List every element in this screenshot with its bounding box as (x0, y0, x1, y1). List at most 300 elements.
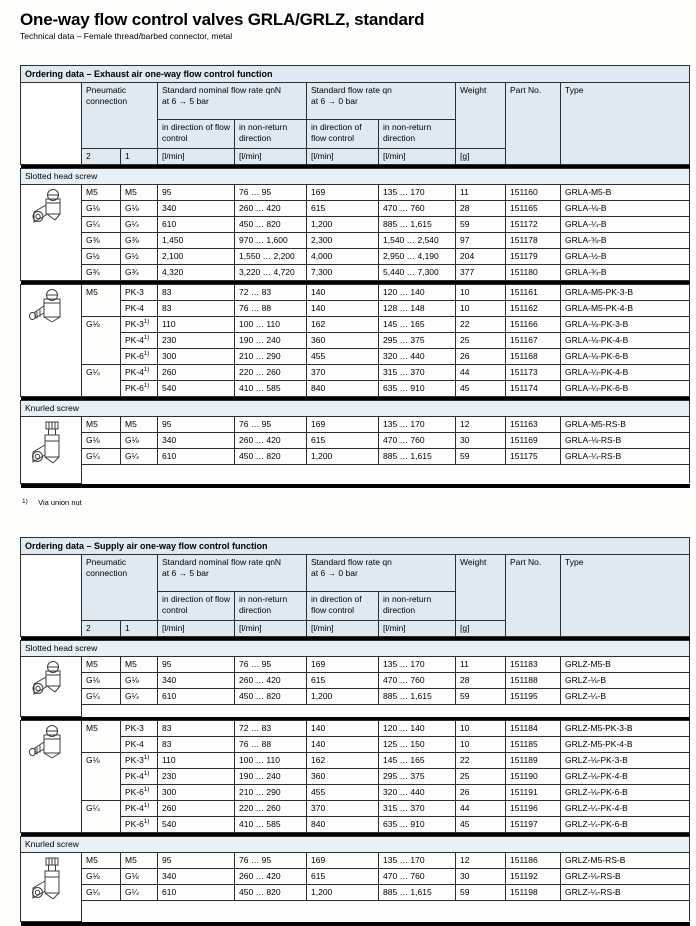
table-row (21, 817, 690, 833)
cell-weight: 59 (456, 449, 506, 465)
cell-part-no: 151190 (506, 769, 561, 785)
cell-qn-flow-direction: 360 (307, 333, 379, 349)
cell-part-no: 151185 (506, 737, 561, 753)
table-bottom-bar (21, 483, 690, 488)
table-title: Ordering data – Exhaust air one-way flow control function (21, 66, 690, 83)
cell-qnn-nonreturn: 76 … 95 (235, 417, 307, 433)
cell-connection-2: G½ (82, 249, 121, 265)
cell-connection-1: G⅛ (121, 869, 158, 885)
col-header-qnn (158, 83, 307, 120)
cell-qn-flow-direction: 615 (307, 201, 379, 217)
cell-qn-nonreturn: 885 … 1,615 (379, 885, 456, 901)
cell-qn-nonreturn: 135 … 170 (379, 656, 456, 672)
cell-type: GRLZ-⅛-B (561, 672, 690, 688)
header-text: connection (86, 96, 128, 106)
cell-qnn-flow-direction: 610 (158, 688, 235, 704)
cell-qn-nonreturn: 885 … 1,615 (379, 217, 456, 233)
cell-qnn-flow-direction: 83 (158, 737, 235, 753)
cell-qnn-flow-direction: 95 (158, 853, 235, 869)
cell-qnn-nonreturn: 76 … 88 (235, 737, 307, 753)
cell-qnn-flow-direction: 1,450 (158, 233, 235, 249)
table-title-row (21, 66, 690, 83)
cell-qnn-flow-direction: 340 (158, 869, 235, 885)
cell-connection-2: M5 (82, 721, 121, 753)
cell-qn-nonreturn: 470 … 760 (379, 433, 456, 449)
cell-connection-1: G⅜ (121, 233, 158, 249)
cell-part-no: 151188 (506, 672, 561, 688)
col-header-nonreturn-direction: in non-return direction (235, 120, 307, 149)
cell-qn-flow-direction: 1,200 (307, 217, 379, 233)
cell-qnn-flow-direction: 610 (158, 449, 235, 465)
footnote (22, 498, 689, 507)
header-text: Standard nominal flow rate qnN (162, 556, 282, 567)
cell-qnn-flow-direction: 110 (158, 753, 235, 769)
cell-qn-flow-direction: 615 (307, 672, 379, 688)
cell-type: GRLZ-⅛-RS-B (561, 869, 690, 885)
table-row (21, 853, 690, 869)
cell-part-no: 151175 (506, 449, 561, 465)
knurled-screw-valve-drawing-icon (25, 855, 71, 913)
cell-qn-nonreturn: 5,440 … 7,300 (379, 265, 456, 281)
cell-connection-2: M5 (82, 656, 121, 672)
header-text: Standard flow rate qn (311, 556, 392, 567)
cell-qn-flow-direction: 455 (307, 349, 379, 365)
cell-type: GRLZ-⅛-PK-6-B (561, 785, 690, 801)
col-header-part-no: Part No. (506, 554, 561, 636)
cell-type: GRLA-M5-B (561, 185, 690, 201)
cell-part-no: 151186 (506, 853, 561, 869)
cell-connection-1: PK-3$^{1)}$ (121, 317, 158, 333)
cell-qnn-flow-direction: 610 (158, 885, 235, 901)
cell-qn-nonreturn: 295 … 375 (379, 769, 456, 785)
cell-connection-1: PK-3 (121, 721, 158, 737)
section-spacer (21, 465, 690, 484)
header-group-row (21, 554, 690, 591)
cell-qnn-nonreturn: 450 … 820 (235, 688, 307, 704)
unit-lmin: [l/min] (379, 149, 456, 165)
cell-connection-1: PK-6$^{1)}$ (121, 349, 158, 365)
cell-qnn-nonreturn: 410 … 585 (235, 381, 307, 397)
cell-qn-flow-direction: 1,200 (307, 885, 379, 901)
cell-connection-1: PK-6$^{1)}$ (121, 785, 158, 801)
unit-lmin: [l/min] (158, 620, 235, 636)
cell-connection-2: G¼ (82, 885, 121, 901)
table-row (21, 869, 690, 885)
col-header-type: Type (561, 554, 690, 636)
unit-lmin: [l/min] (235, 149, 307, 165)
table-row (21, 433, 690, 449)
cell-qn-nonreturn: 470 … 760 (379, 672, 456, 688)
cell-qn-flow-direction: 1,200 (307, 449, 379, 465)
cell-type: GRLZ-M5-PK-3-B (561, 721, 690, 737)
cell-part-no: 151179 (506, 249, 561, 265)
cell-weight: 97 (456, 233, 506, 249)
cell-qnn-nonreturn: 450 … 820 (235, 449, 307, 465)
cell-part-no: 151173 (506, 365, 561, 381)
cell-qnn-flow-direction: 4,320 (158, 265, 235, 281)
cell-qn-nonreturn: 1,540 … 2,540 (379, 233, 456, 249)
col-header-type: Type (561, 83, 690, 165)
cell-weight: 25 (456, 333, 506, 349)
cell-qn-flow-direction: 4,000 (307, 249, 379, 265)
valve-illustration (21, 853, 82, 922)
table-row (21, 688, 690, 704)
section-spacer (21, 901, 690, 922)
cell-connection-1: M5 (121, 656, 158, 672)
cell-connection-1: PK-3$^{1)}$ (121, 753, 158, 769)
cell-part-no: 151198 (506, 885, 561, 901)
cell-connection-1: PK-6$^{1)}$ (121, 817, 158, 833)
cell-qnn-flow-direction: 300 (158, 785, 235, 801)
unit-lmin: [l/min] (379, 620, 456, 636)
cell-qn-flow-direction: 615 (307, 869, 379, 885)
table-body-supply (21, 636, 690, 926)
table-row (21, 801, 690, 817)
cell-part-no: 151168 (506, 349, 561, 365)
cell-qnn-flow-direction: 260 (158, 801, 235, 817)
cell-qnn-nonreturn: 260 … 420 (235, 869, 307, 885)
image-column-header (21, 83, 82, 165)
cell-weight: 10 (456, 285, 506, 301)
cell-weight: 12 (456, 853, 506, 869)
cell-qn-flow-direction: 7,300 (307, 265, 379, 281)
cell-qn-flow-direction: 162 (307, 753, 379, 769)
page-subtitle: Technical data – Female thread/barbed connector, metal (20, 31, 233, 41)
cell-type: GRLZ-¼-PK-4-B (561, 801, 690, 817)
cell-qnn-flow-direction: 260 (158, 365, 235, 381)
cell-qn-nonreturn: 470 … 760 (379, 201, 456, 217)
table-title-row (21, 537, 690, 554)
cell-type: GRLA-M5-RS-B (561, 417, 690, 433)
col-header-nonreturn-direction: in non-return direction (379, 591, 456, 620)
cell-weight: 28 (456, 201, 506, 217)
cell-connection-2: G¼ (82, 449, 121, 465)
cell-qnn-flow-direction: 540 (158, 817, 235, 833)
unit-g: [g] (456, 149, 506, 165)
slotted-head-valve-drawing-icon (25, 187, 71, 231)
col-header-flow-direction: in direction of flow control (307, 591, 379, 620)
cell-connection-2: G¼ (82, 801, 121, 833)
footnote-ref: 1) (143, 335, 150, 342)
cell-qn-flow-direction: 360 (307, 769, 379, 785)
cell-type: GRLA-⅛-RS-B (561, 433, 690, 449)
cell-weight: 10 (456, 721, 506, 737)
cell-qn-nonreturn: 135 … 170 (379, 853, 456, 869)
slotted-head-valve-drawing-icon (25, 659, 71, 703)
cell-connection-1: PK-4$^{1)}$ (121, 801, 158, 817)
header-text: connection (86, 567, 128, 578)
cell-qn-flow-direction: 140 (307, 721, 379, 737)
ordering-table-exhaust (20, 65, 690, 488)
table-row (21, 201, 690, 217)
header-text: Pneumatic (86, 85, 127, 95)
cell-qn-flow-direction: 162 (307, 317, 379, 333)
cell-weight: 26 (456, 349, 506, 365)
cell-qnn-flow-direction: 95 (158, 656, 235, 672)
header-group-row (21, 83, 690, 120)
cell-qnn-nonreturn: 220 … 260 (235, 801, 307, 817)
section-header-row (21, 169, 690, 185)
table-body-exhaust (21, 165, 690, 488)
cell-qnn-flow-direction: 230 (158, 333, 235, 349)
table-row (21, 721, 690, 737)
separator-bar (21, 921, 690, 926)
cell-qnn-flow-direction: 300 (158, 349, 235, 365)
cell-qn-nonreturn: 135 … 170 (379, 417, 456, 433)
cell-connection-1: PK-4$^{1)}$ (121, 769, 158, 785)
section-header-row (21, 640, 690, 656)
cell-type: GRLZ-⅛-PK-4-B (561, 769, 690, 785)
cell-qnn-flow-direction: 83 (158, 721, 235, 737)
cell-connection-1: G¼ (121, 885, 158, 901)
cell-connection-1: M5 (121, 853, 158, 869)
cell-connection-2: G¼ (82, 217, 121, 233)
cell-qn-nonreturn: 120 … 140 (379, 721, 456, 737)
cell-qnn-nonreturn: 76 … 95 (235, 656, 307, 672)
cell-part-no: 151160 (506, 185, 561, 201)
cell-connection-1: G⅛ (121, 201, 158, 217)
cell-qn-flow-direction: 615 (307, 433, 379, 449)
valve-illustration (21, 417, 82, 484)
cell-weight: 59 (456, 885, 506, 901)
cell-weight: 28 (456, 672, 506, 688)
cell-part-no: 151167 (506, 333, 561, 349)
cell-type: GRLA-¼-B (561, 217, 690, 233)
cell-qn-flow-direction: 140 (307, 285, 379, 301)
cell-qnn-flow-direction: 95 (158, 185, 235, 201)
cell-qn-flow-direction: 455 (307, 785, 379, 801)
cell-qn-flow-direction: 169 (307, 656, 379, 672)
cell-weight: 44 (456, 365, 506, 381)
cell-weight: 12 (456, 417, 506, 433)
knurled-screw-valve-drawing-icon (25, 419, 71, 477)
table-row (21, 265, 690, 281)
valve-illustration (21, 721, 82, 833)
cell-qnn-nonreturn: 970 … 1,600 (235, 233, 307, 249)
cell-connection-2: G¼ (82, 688, 121, 704)
table-row (21, 349, 690, 365)
spacer-cell (82, 901, 690, 922)
cell-type: GRLA-¼-RS-B (561, 449, 690, 465)
cell-connection-2: M5 (82, 185, 121, 201)
cell-qn-flow-direction: 140 (307, 737, 379, 753)
col-header-port-1: 1 (121, 149, 158, 165)
cell-weight: 44 (456, 801, 506, 817)
cell-connection-1: PK-3 (121, 285, 158, 301)
cell-part-no: 151169 (506, 433, 561, 449)
cell-qnn-flow-direction: 610 (158, 217, 235, 233)
cell-type: GRLA-⅛-PK-3-B (561, 317, 690, 333)
cell-type: GRLA-⅛-B (561, 201, 690, 217)
header-text: Standard nominal flow rate qnN (162, 85, 282, 95)
footnote-marker: 1) (22, 497, 28, 505)
cell-part-no: 151184 (506, 721, 561, 737)
cell-qnn-flow-direction: 2,100 (158, 249, 235, 265)
cell-weight: 45 (456, 817, 506, 833)
section-header-row (21, 401, 690, 417)
cell-qnn-flow-direction: 540 (158, 381, 235, 397)
cell-weight: 11 (456, 656, 506, 672)
table-row (21, 333, 690, 349)
cell-part-no: 151191 (506, 785, 561, 801)
cell-qnn-nonreturn: 76 … 88 (235, 301, 307, 317)
cell-part-no: 151189 (506, 753, 561, 769)
table-row (21, 737, 690, 753)
cell-connection-2: M5 (82, 417, 121, 433)
header-text: Standard flow rate qn (311, 85, 392, 95)
col-header-nonreturn-direction: in non-return direction (235, 591, 307, 620)
col-header-part-no: Part No. (506, 83, 561, 165)
cell-qn-nonreturn: 635 … 910 (379, 817, 456, 833)
header-text: at 6 → 5 bar (162, 567, 209, 578)
cell-connection-1: G⅛ (121, 433, 158, 449)
cell-connection-1: G¾ (121, 265, 158, 281)
cell-connection-1: PK-4 (121, 301, 158, 317)
cell-qnn-nonreturn: 260 … 420 (235, 672, 307, 688)
cell-qn-flow-direction: 840 (307, 381, 379, 397)
cell-weight: 30 (456, 869, 506, 885)
section-header-row (21, 837, 690, 853)
cell-weight: 26 (456, 785, 506, 801)
cell-qnn-nonreturn: 210 … 290 (235, 349, 307, 365)
cell-qn-nonreturn: 315 … 370 (379, 801, 456, 817)
cell-qnn-flow-direction: 110 (158, 317, 235, 333)
cell-qn-flow-direction: 1,200 (307, 688, 379, 704)
cell-qnn-flow-direction: 340 (158, 672, 235, 688)
cell-connection-1: PK-4 (121, 737, 158, 753)
header-text: at 6 → 0 bar (311, 96, 358, 106)
cell-qnn-nonreturn: 450 … 820 (235, 885, 307, 901)
cell-qnn-nonreturn: 72 … 83 (235, 721, 307, 737)
cell-connection-1: G¼ (121, 449, 158, 465)
section-label: Knurled screw (21, 401, 690, 417)
table-row (21, 449, 690, 465)
cell-qn-nonreturn: 320 … 440 (379, 785, 456, 801)
cell-weight: 204 (456, 249, 506, 265)
barbed-connector-valve-drawing-icon (25, 287, 71, 331)
cell-weight: 59 (456, 217, 506, 233)
cell-qn-flow-direction: 140 (307, 301, 379, 317)
cell-type: GRLA-M5-PK-4-B (561, 301, 690, 317)
col-header-flow-direction: in direction of flow control (158, 120, 235, 149)
table-bottom-bar (21, 921, 690, 926)
col-header-weight: Weight (456, 554, 506, 620)
cell-type: GRLA-⅛-PK-4-B (561, 333, 690, 349)
table-row (21, 285, 690, 301)
footnote-ref: 1) (143, 819, 150, 826)
cell-qnn-nonreturn: 190 … 240 (235, 769, 307, 785)
cell-qn-flow-direction: 840 (307, 817, 379, 833)
cell-qnn-nonreturn: 3,220 … 4,720 (235, 265, 307, 281)
cell-part-no: 151172 (506, 217, 561, 233)
cell-connection-2: G⅜ (82, 233, 121, 249)
table-row (21, 365, 690, 381)
cell-weight: 30 (456, 433, 506, 449)
cell-part-no: 151178 (506, 233, 561, 249)
cell-connection-2: G⅛ (82, 317, 121, 365)
cell-type: GRLA-¼-PK-6-B (561, 381, 690, 397)
cell-connection-2: G¼ (82, 365, 121, 397)
cell-part-no: 151196 (506, 801, 561, 817)
cell-weight: 10 (456, 737, 506, 753)
cell-connection-1: PK-4$^{1)}$ (121, 365, 158, 381)
footnote-ref: 1) (143, 771, 150, 778)
cell-type: GRLA-M5-PK-3-B (561, 285, 690, 301)
cell-qn-nonreturn: 2,950 … 4,190 (379, 249, 456, 265)
table-title: Ordering data – Supply air one-way flow control function (21, 537, 690, 554)
col-header-nonreturn-direction: in non-return direction (379, 120, 456, 149)
table-row (21, 417, 690, 433)
table-row (21, 885, 690, 901)
cell-qn-nonreturn: 128 … 148 (379, 301, 456, 317)
cell-part-no: 151192 (506, 869, 561, 885)
cell-connection-2: G⅛ (82, 869, 121, 885)
cell-qnn-nonreturn: 76 … 95 (235, 185, 307, 201)
cell-weight: 59 (456, 688, 506, 704)
cell-type: GRLA-⅛-PK-6-B (561, 349, 690, 365)
col-header-qnn (158, 554, 307, 591)
col-header-flow-direction: in direction of flow control (158, 591, 235, 620)
cell-qn-nonreturn: 120 … 140 (379, 285, 456, 301)
cell-part-no: 151197 (506, 817, 561, 833)
cell-weight: 45 (456, 381, 506, 397)
section-spacer (21, 704, 690, 717)
cell-qnn-nonreturn: 410 … 585 (235, 817, 307, 833)
cell-connection-1: G⅛ (121, 672, 158, 688)
valve-illustration (21, 285, 82, 397)
table-row (21, 672, 690, 688)
table-row (21, 785, 690, 801)
cell-qn-flow-direction: 169 (307, 417, 379, 433)
footnote-ref: 1) (143, 787, 150, 794)
cell-connection-1: G½ (121, 249, 158, 265)
table-row (21, 317, 690, 333)
col-header-pneumatic-connection (82, 83, 158, 149)
cell-connection-2: G⅛ (82, 753, 121, 801)
cell-qn-flow-direction: 370 (307, 801, 379, 817)
table-row (21, 656, 690, 672)
cell-connection-1: G¼ (121, 217, 158, 233)
table-row (21, 217, 690, 233)
cell-part-no: 151166 (506, 317, 561, 333)
col-header-qn (307, 554, 456, 591)
cell-part-no: 151165 (506, 201, 561, 217)
cell-qnn-nonreturn: 260 … 420 (235, 201, 307, 217)
cell-qn-flow-direction: 370 (307, 365, 379, 381)
cell-qnn-nonreturn: 100 … 110 (235, 753, 307, 769)
cell-qnn-nonreturn: 100 … 110 (235, 317, 307, 333)
col-header-weight: Weight (456, 83, 506, 149)
cell-qn-nonreturn: 135 … 170 (379, 185, 456, 201)
footnote-ref: 1) (143, 383, 150, 390)
cell-type: GRLZ-⅛-PK-3-B (561, 753, 690, 769)
cell-qn-nonreturn: 320 … 440 (379, 349, 456, 365)
separator-bar (21, 483, 690, 488)
unit-lmin: [l/min] (307, 620, 379, 636)
cell-qn-nonreturn: 470 … 760 (379, 869, 456, 885)
cell-type: GRLZ-M5-PK-4-B (561, 737, 690, 753)
cell-connection-2: G⅛ (82, 201, 121, 217)
cell-qnn-flow-direction: 340 (158, 201, 235, 217)
col-header-port-1: 1 (121, 620, 158, 636)
cell-part-no: 151195 (506, 688, 561, 704)
cell-connection-1: M5 (121, 417, 158, 433)
cell-weight: 10 (456, 301, 506, 317)
ordering-table-supply (20, 537, 690, 926)
cell-weight: 377 (456, 265, 506, 281)
cell-qnn-nonreturn: 450 … 820 (235, 217, 307, 233)
cell-weight: 22 (456, 317, 506, 333)
